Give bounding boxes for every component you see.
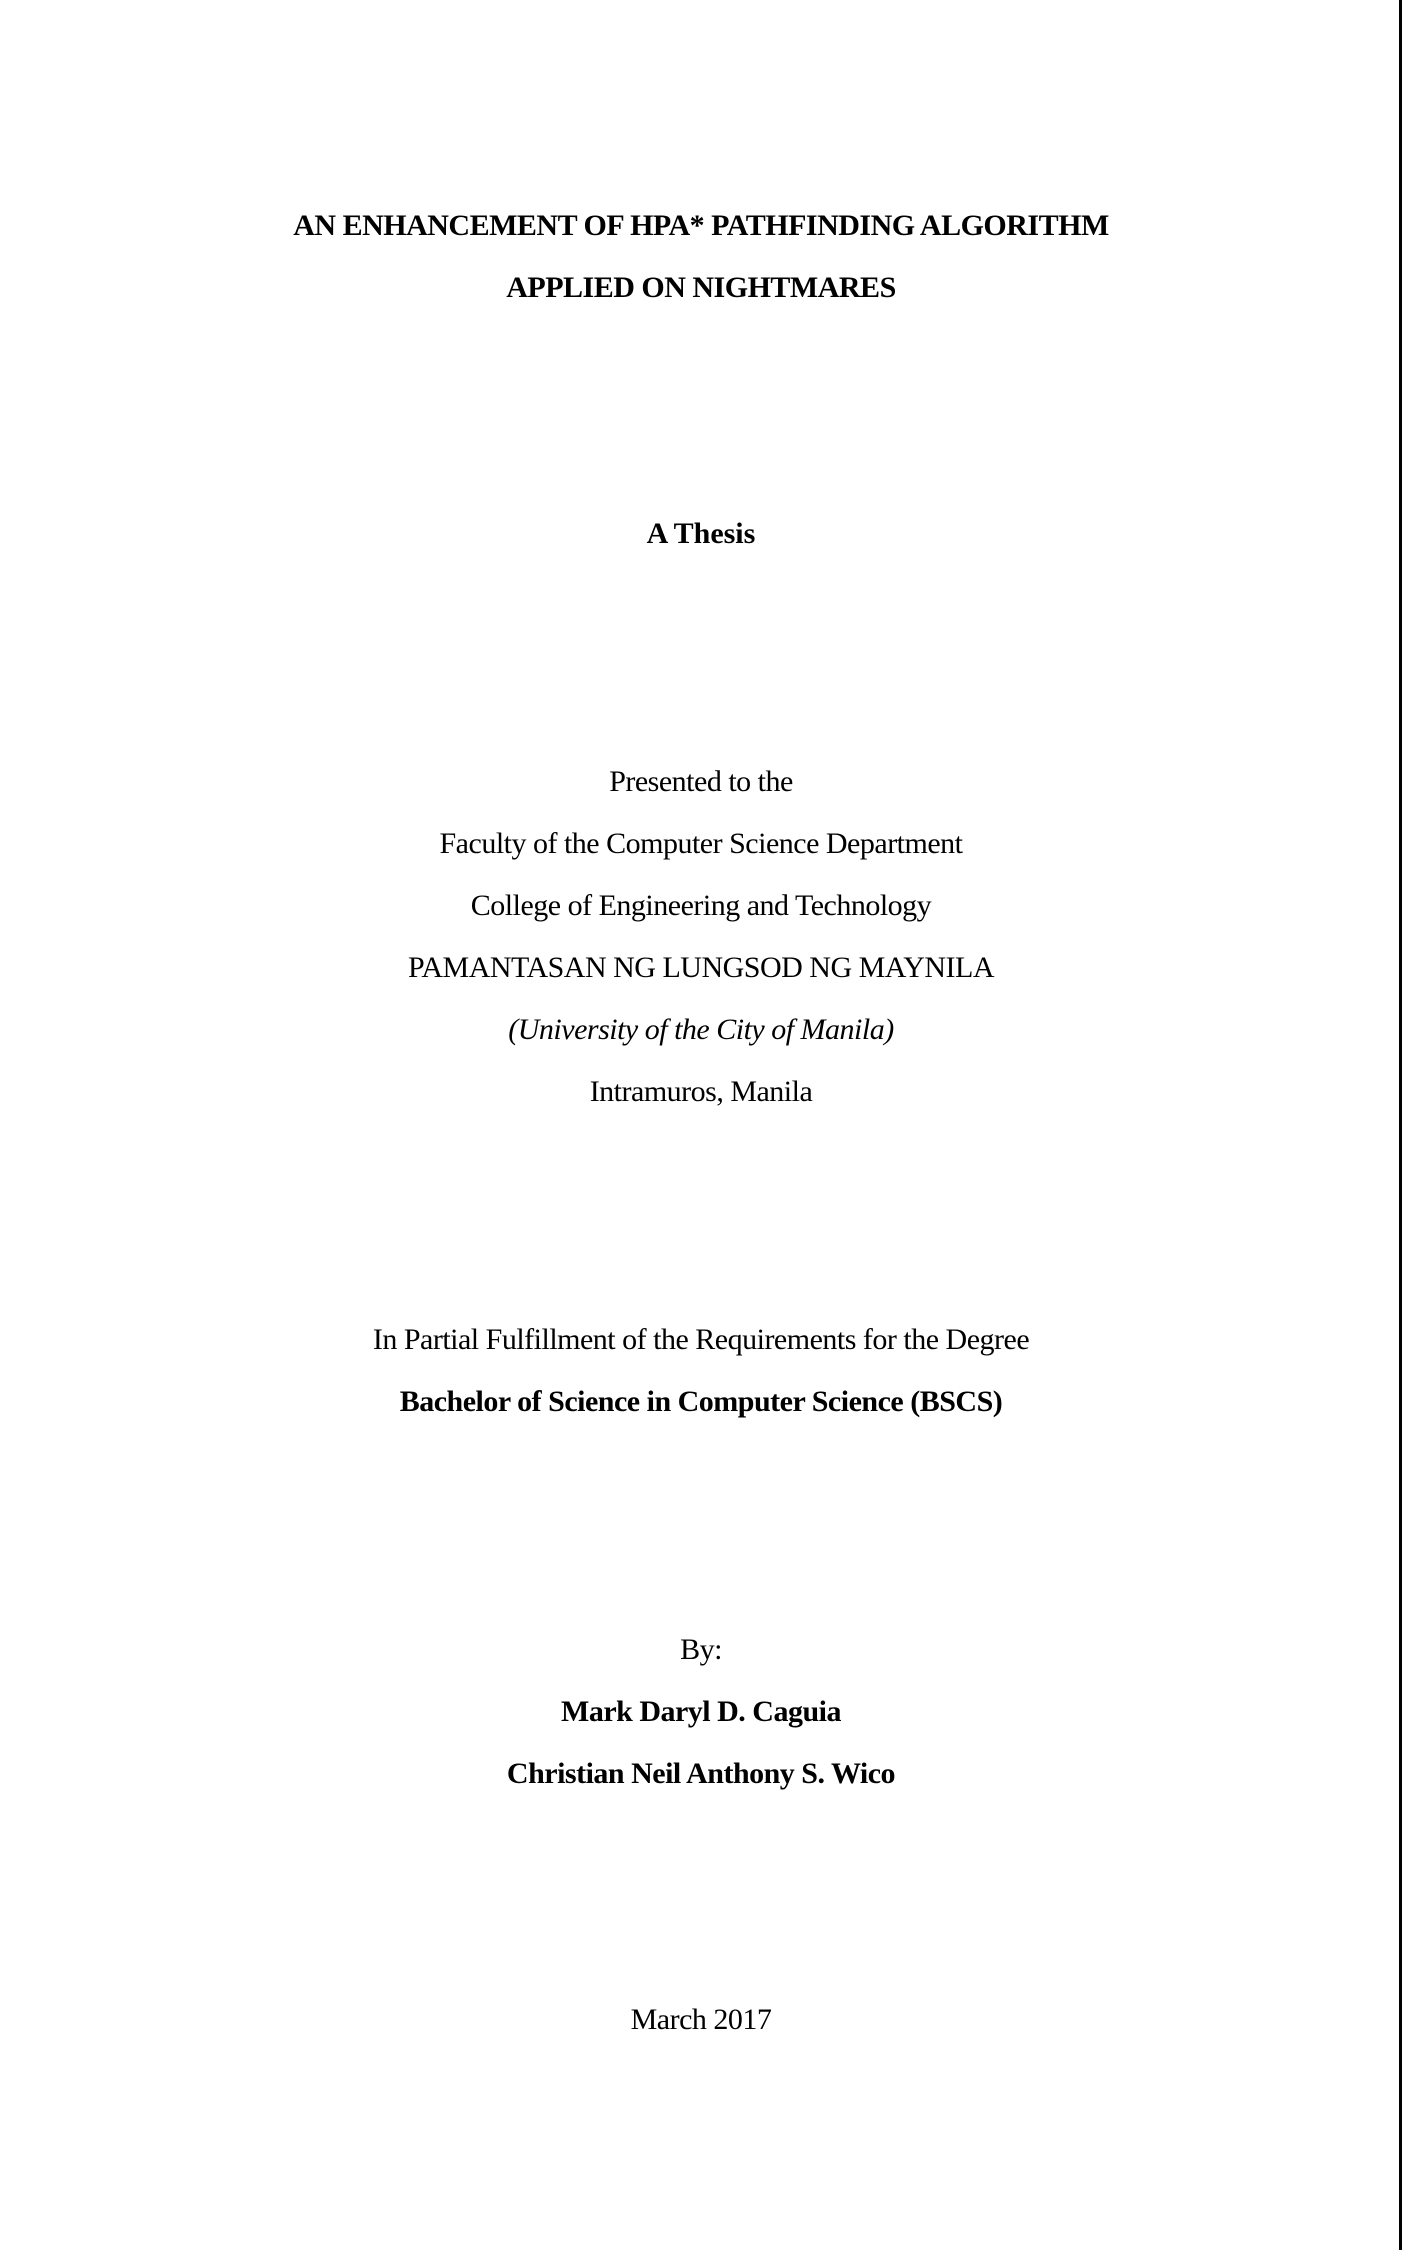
degree-name: Bachelor of Science in Computer Science (BSCS): [399, 1385, 1003, 1418]
by-label: By:: [680, 1633, 722, 1666]
university-english-name: (University of the City of Manila): [508, 1013, 894, 1046]
fulfillment-statement: In Partial Fulfillment of the Requirements for the Degree: [372, 1323, 1030, 1356]
thesis-title-line-2: APPLIED ON NIGHTMARES: [506, 271, 896, 304]
thesis-title-line-1: AN ENHANCEMENT OF HPA* PATHFINDING ALGORITHM: [293, 209, 1109, 242]
presented-to-text: Presented to the: [609, 765, 793, 798]
author-name: Christian Neil Anthony S. Wico: [506, 1757, 896, 1790]
university-location: Intramuros, Manila: [589, 1075, 813, 1108]
college-name: College of Engineering and Technology: [470, 889, 932, 922]
university-name: PAMANTASAN NG LUNGSOD NG MAYNILA: [407, 951, 995, 984]
faculty-department: Faculty of the Computer Science Department: [439, 827, 963, 860]
document-type: A Thesis: [646, 517, 756, 550]
submission-date: March 2017: [630, 2003, 772, 2036]
author-name: Mark Daryl D. Caguia: [561, 1695, 841, 1728]
